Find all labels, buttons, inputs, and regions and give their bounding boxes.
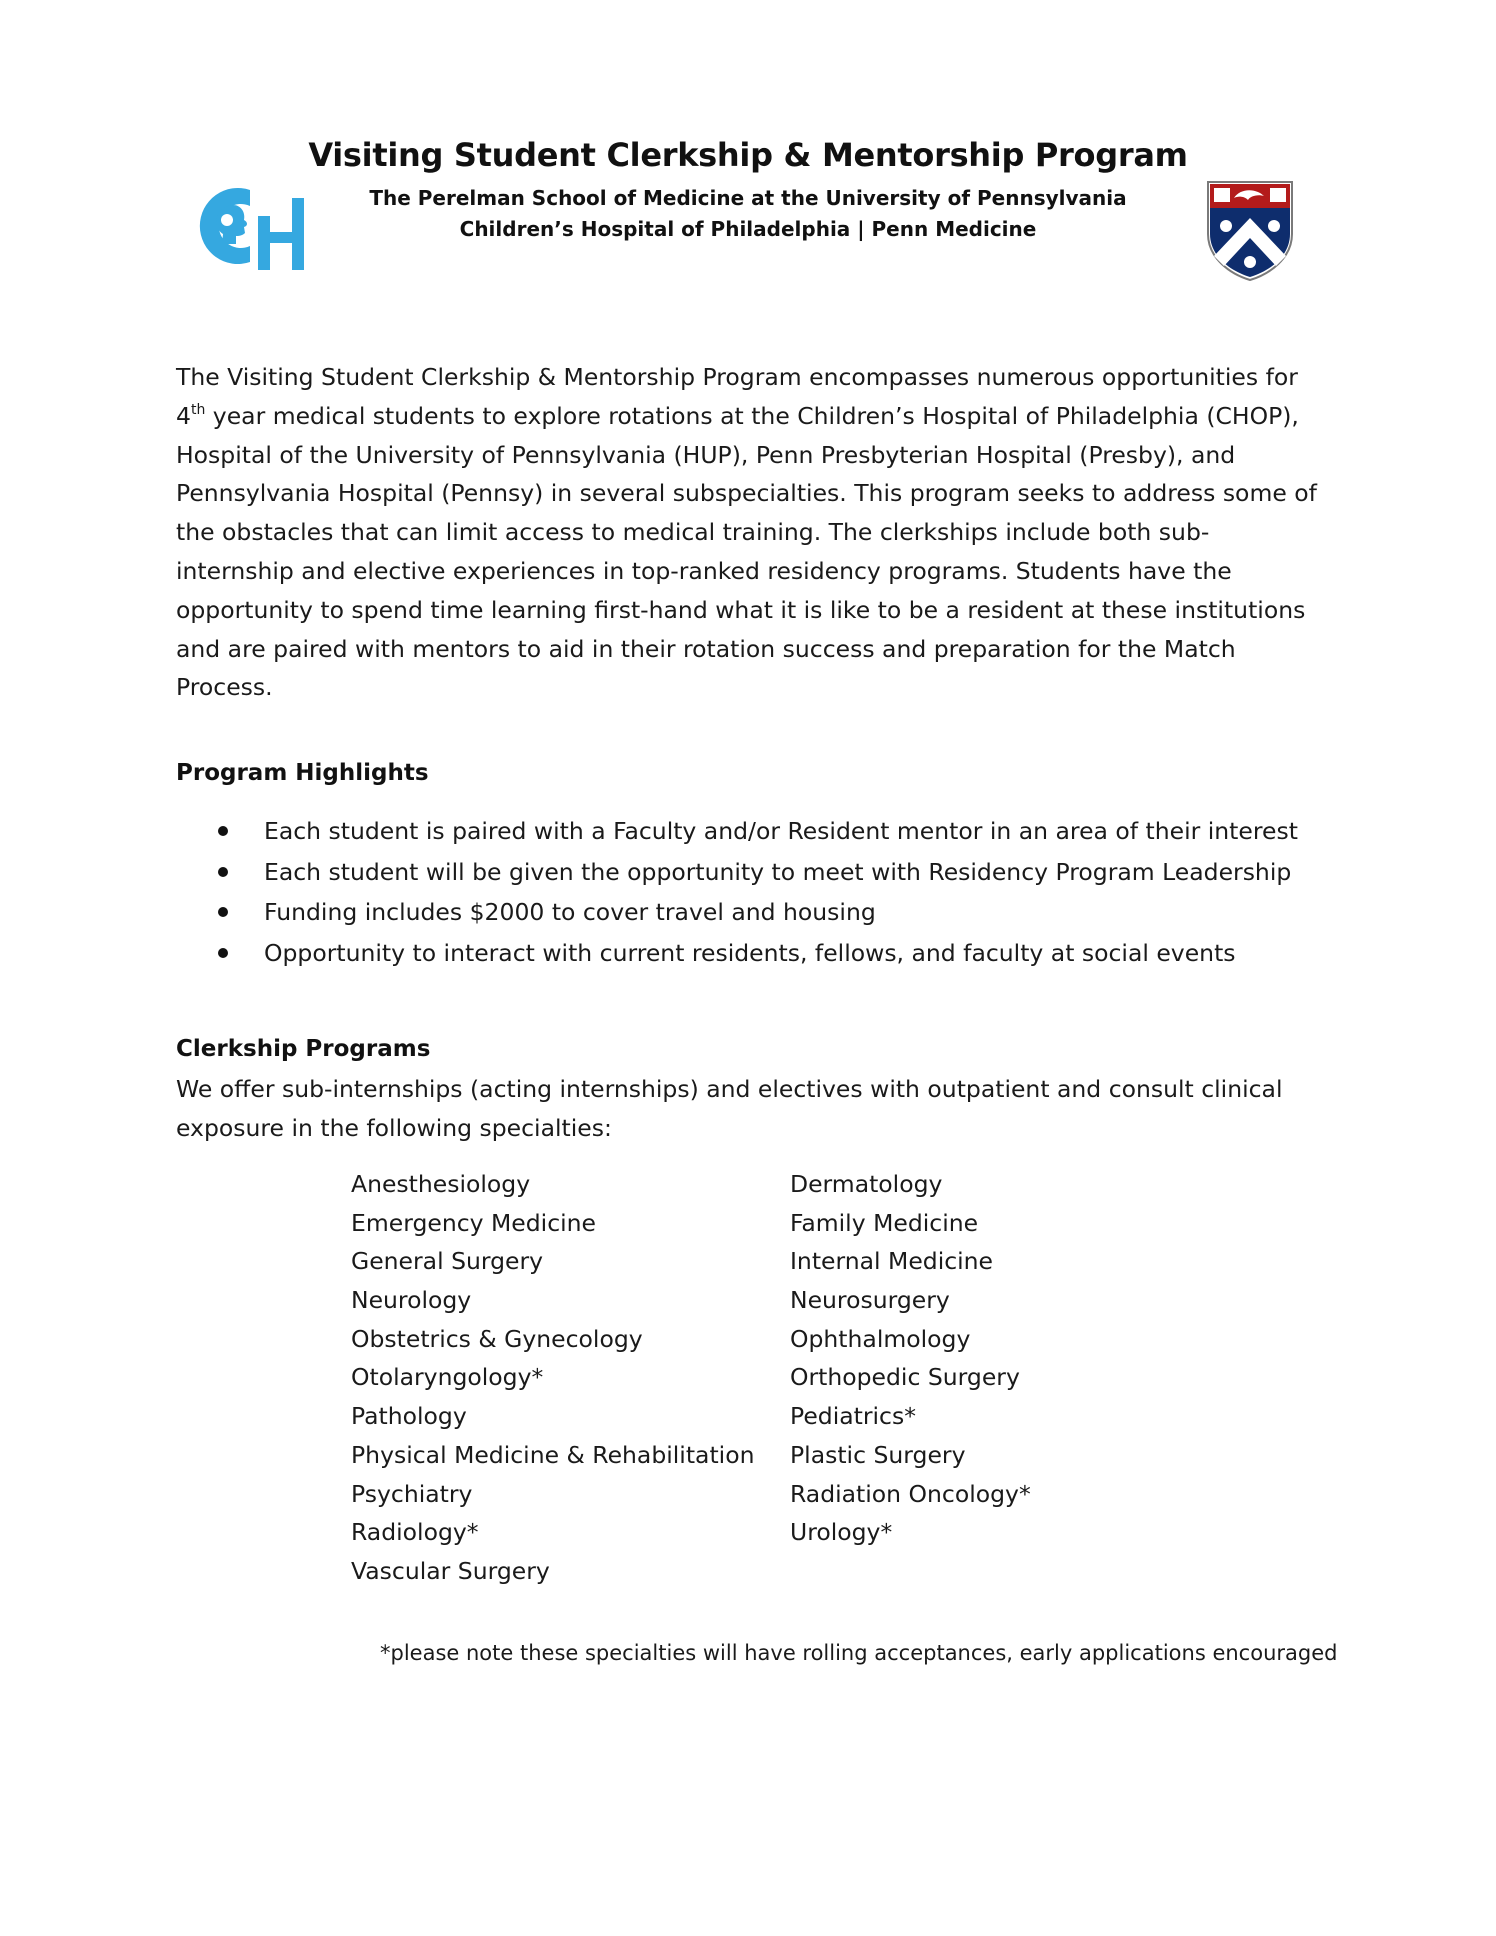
highlights-list <box>210 811 1298 973</box>
clerkship-intro-line: We offer sub-internships (acting internships) and electives with outpatient and consult clinical <box>176 1075 1283 1103</box>
intro-line: Pennsylvania Hospital (Pennsy) in several subspecialties. This program seeks to address some of <box>176 479 1317 508</box>
highlights-heading: Program Highlights <box>176 760 429 786</box>
specialty-item: Vascular Surgery <box>351 1556 550 1585</box>
subtitle-hospitals: Children’s Hospital of Philadelphia | Penn Medicine <box>459 217 1037 241</box>
intro-paragraph <box>176 358 1324 707</box>
clerkship-intro-line: exposure in the following specialties: <box>176 1113 612 1142</box>
intro-line: The Visiting Student Clerkship & Mentorship Program encompasses numerous opportunities for <box>176 363 1298 391</box>
specialty-item: Urology* <box>790 1518 893 1547</box>
bullet-icon <box>218 907 228 917</box>
clerkship-intro <box>176 1070 1283 1148</box>
penn-shield-icon <box>1204 178 1296 282</box>
specialty-item: Anesthesiology <box>351 1170 531 1198</box>
intro-line: the obstacles that can limit access to medical training. The clerkships include both sub- <box>176 518 1210 547</box>
specialties-right-column <box>790 1165 1031 1552</box>
specialty-item: Pathology <box>351 1402 467 1431</box>
specialty-item: Neurosurgery <box>790 1286 950 1315</box>
clerkship-heading: Clerkship Programs <box>176 1036 431 1062</box>
page-title: Visiting Student Clerkship & Mentorship Program <box>308 136 1188 174</box>
intro-line: and are paired with mentors to aid in their rotation success and preparation for the Match <box>176 634 1236 663</box>
bullet-icon <box>218 948 228 958</box>
list-item: Funding includes $2000 to cover travel and housing <box>210 892 1298 933</box>
specialty-item: Radiology* <box>351 1518 479 1547</box>
specialty-item: Obstetrics & Gynecology <box>351 1324 643 1353</box>
bullet-icon <box>218 867 228 877</box>
footnote: *please note these specialties will have rolling acceptances, early applications encouraged <box>380 1641 1338 1665</box>
intro-line: 4th year medical students to explore rotations at the Children’s Hospital of Philadelphia (CHOP), <box>176 401 1299 430</box>
specialty-item: Plastic Surgery <box>790 1440 966 1469</box>
specialty-item: Neurology <box>351 1286 472 1315</box>
specialty-item: Emergency Medicine <box>351 1208 596 1237</box>
subtitle-school: The Perelman School of Medicine at the University of Pennsylvania <box>369 186 1127 210</box>
bullet-icon <box>218 826 228 836</box>
intro-line: Hospital of the University of Pennsylvania (HUP), Penn Presbyterian Hospital (Presby), and <box>176 440 1236 469</box>
specialty-item: Physical Medicine & Rehabilitation <box>351 1440 755 1469</box>
specialty-item: Orthopedic Surgery <box>790 1363 1020 1392</box>
list-item: Each student will be given the opportunity to meet with Residency Program Leadership <box>210 852 1298 893</box>
list-item: Each student is paired with a Faculty and/or Resident mentor in an area of their interest <box>210 811 1298 852</box>
specialties-left-column <box>351 1165 754 1591</box>
specialty-item: Radiation Oncology* <box>790 1479 1031 1508</box>
specialty-item: Dermatology <box>790 1170 943 1198</box>
specialty-item: Pediatrics* <box>790 1402 916 1431</box>
specialty-item: Family Medicine <box>790 1208 979 1237</box>
specialty-item: Psychiatry <box>351 1479 473 1508</box>
specialty-item: Internal Medicine <box>790 1247 994 1276</box>
specialty-item: Otolaryngology* <box>351 1363 544 1392</box>
intro-line: Process. <box>176 673 273 702</box>
specialty-item: General Surgery <box>351 1247 544 1276</box>
intro-line: internship and elective experiences in top-ranked residency programs. Students have the <box>176 556 1232 585</box>
specialty-item: Ophthalmology <box>790 1324 971 1353</box>
intro-line: opportunity to spend time learning first-hand what it is like to be a resident at these institutions <box>176 595 1306 624</box>
list-item: Opportunity to interact with current residents, fellows, and faculty at social events <box>210 933 1298 974</box>
